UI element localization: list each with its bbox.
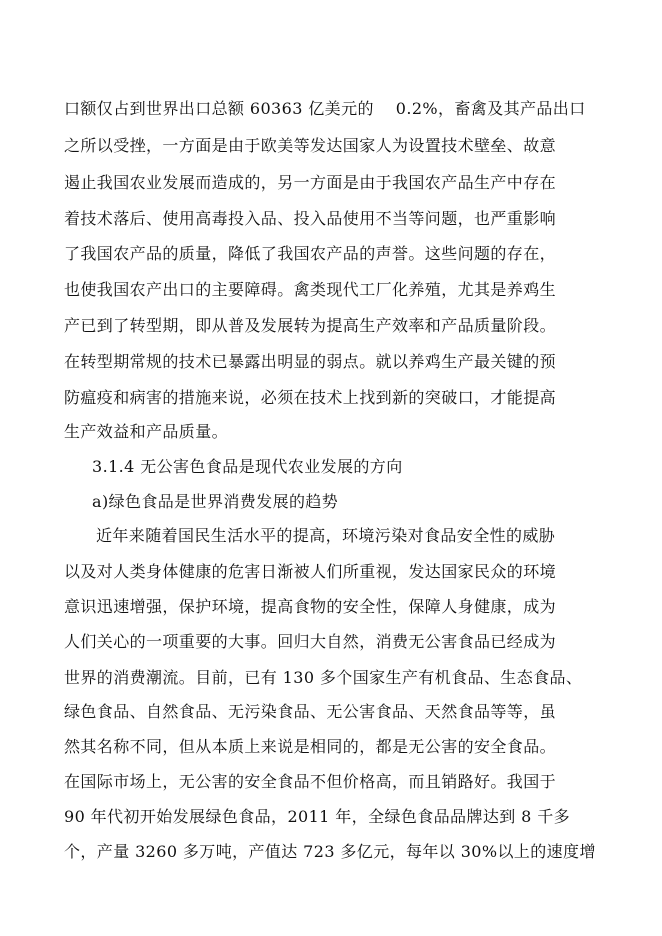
text-line: 之所以受挫，一方面是由于欧美等发达国家人为设置技术壁垒、故意 <box>64 136 557 155</box>
text-line: 产已到了转型期，即从普及发展转为提高生产效率和产品质量阶段。 <box>64 316 557 335</box>
text-line: 在国际市场上，无公害的安全食品不但价格高，而且销路好。我国于 <box>64 772 557 791</box>
text-line: 世界的消费潮流。目前，已有 130 多个国家生产有机食品、生态食品、 <box>64 668 583 687</box>
text-line: 以及对人类身体健康的危害日渐被人们所重视，发达国家民众的环境 <box>64 562 557 581</box>
text-line: 防瘟疫和病害的措施来说，必须在技术上找到新的突破口，才能提高 <box>64 388 557 407</box>
text-line: 生产效益和产品质量。 <box>64 422 229 441</box>
text-line: 然其名称不同，但从本质上来说是相同的，都是无公害的安全食品。 <box>64 737 557 756</box>
paragraph-first-line: 近年来随着国民生活水平的提高，环境污染对食品安全性的威胁 <box>96 526 556 545</box>
subsection-heading: a)绿色食品是世界消费发展的趋势 <box>92 492 339 511</box>
text-line: 个，产量 3260 多万吨，产值达 723 多亿元，每年以 30%以上的速度增 <box>64 842 596 861</box>
text-line: 人们关心的一项重要的大事。回归大自然，消费无公害食品已经成为 <box>64 632 557 651</box>
text-line: 也使我国农产出口的主要障碍。禽类现代工厂化养殖，尤其是养鸡生 <box>64 280 557 299</box>
text-line: 着技术落后、使用高毒投入品、投入品使用不当等问题，也严重影响 <box>64 209 557 228</box>
text-line: 绿色食品、自然食品、无污染食品、无公害食品、天然食品等等，虽 <box>64 702 557 721</box>
text-line: 意识迅速增强，保护环境，提高食物的安全性，保障人身健康，成为 <box>64 597 557 616</box>
section-heading: 3.1.4 无公害色食品是现代农业发展的方向 <box>92 457 403 476</box>
text-line: 口额仅占到世界出口总额 60363 亿美元的 0.2%，畜禽及其产品出口 <box>64 99 586 118</box>
text-line: 遏止我国农业发展而造成的，另一方面是由于我国农产品生产中存在 <box>64 173 557 192</box>
text-line: 了我国农产品的质量，降低了我国农产品的声誉。这些问题的存在， <box>64 244 557 263</box>
text-line: 在转型期常规的技术已暴露出明显的弱点。就以养鸡生产最关键的预 <box>64 352 557 371</box>
text-line: 90 年代初开始发展绿色食品，2011 年，全绿色食品品牌达到 8 千多 <box>64 807 571 826</box>
